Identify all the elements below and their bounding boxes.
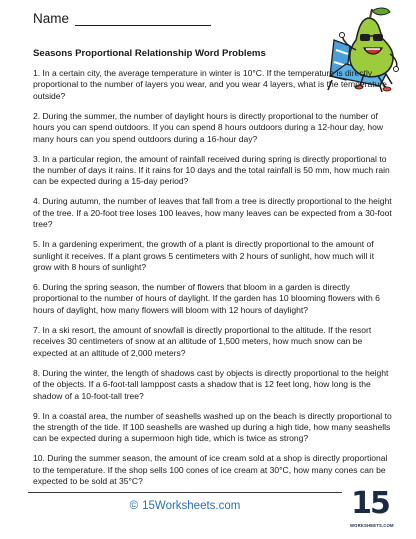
problem-item: 2. During the summer, the number of daylight hours is directly proportional to the number of hours you can spend outdoors. If you can spend 8 hours outdoors during a 12-hour day, how many hours can you spend outdoors during a 16-hour day? <box>33 110 384 144</box>
name-line <box>75 10 211 26</box>
problem-item: 3. In a particular region, the amount of rainfall received during spring is directly proportional to the number of days it rains. If it rains for 10 days and the total rainfall is 50 mm, how much rain can be expected during a 15-day period? <box>33 153 390 187</box>
logo-number: 15 <box>351 486 389 521</box>
problem-item: 10. During the summer season, the amount of ice cream sold at a shop is directly proportional to the temperature. If the shop sells 100 cones of ice cream at 30°C, how many cones can be expected to be sold at 35°C? <box>33 453 388 487</box>
name-label: Name <box>33 11 70 26</box>
problem-list <box>33 68 393 496</box>
footer-divider <box>28 492 342 493</box>
site-logo <box>350 486 394 534</box>
problem-item: 4. During autumn, the number of leaves that fall from a tree is directly proportional to the height of the tree. If a 20-foot tree loses 100 leaves, how many leaves can be expected from a 30-foot tree? <box>33 196 392 230</box>
problem-item: 8. During the winter, the length of shadows cast by objects is directly proportional to the height of the objects. If a 6-foot-tall lamppost casts a shadow that is 12 feet long, how long is the shadow of a 10-foot-tall tree? <box>33 367 389 401</box>
problem-item: 1. In a certain city, the average temperature in winter is 10°C. If the temperature is directly proportional to the number of layers you wear, and you wear 4 layers, what is the temperature outside? <box>33 68 387 101</box>
logo-caption: WORKSHEETS.COM <box>350 523 394 528</box>
copyright-symbol: © <box>129 500 139 512</box>
problem-item: 7. In a ski resort, the amount of snowfall is directly proportional to the altitude. If the resort receives 30 centimeters of snow at an altitude of 1,500 meters, how much snow can be expected at an altitude of 2,000 meters? <box>33 324 372 358</box>
problem-item: 9. In a coastal area, the number of seashells washed up on the beach is directly proportional to the strength of the tide. If 100 seashells are washed up during a high tide, how many seashells can be expected during a supermoon high tide, which is twice as strong? <box>33 410 392 444</box>
problem-item: 6. During the spring season, the number of flowers that bloom in a garden is directly proportional to the number of hours of daylight. If the garden has 10 blooming flowers with 6 hours of daylight, how many flowers will bloom with 12 hours of daylight? <box>33 282 380 315</box>
name-field-row <box>33 10 211 26</box>
problem-item: 5. In a gardening experiment, the growth of a plant is directly proportional to the amount of sunlight it receives. If a plant grows 5 centimeters with 2 hours of sunlight, how much will it grow with 8 hours of sunlight? <box>33 239 375 273</box>
footer-credit <box>0 500 370 512</box>
worksheet-title: Seasons Proportional Relationship Word Problems <box>33 48 266 59</box>
footer-site-link[interactable]: 15Worksheets.com <box>142 500 241 512</box>
